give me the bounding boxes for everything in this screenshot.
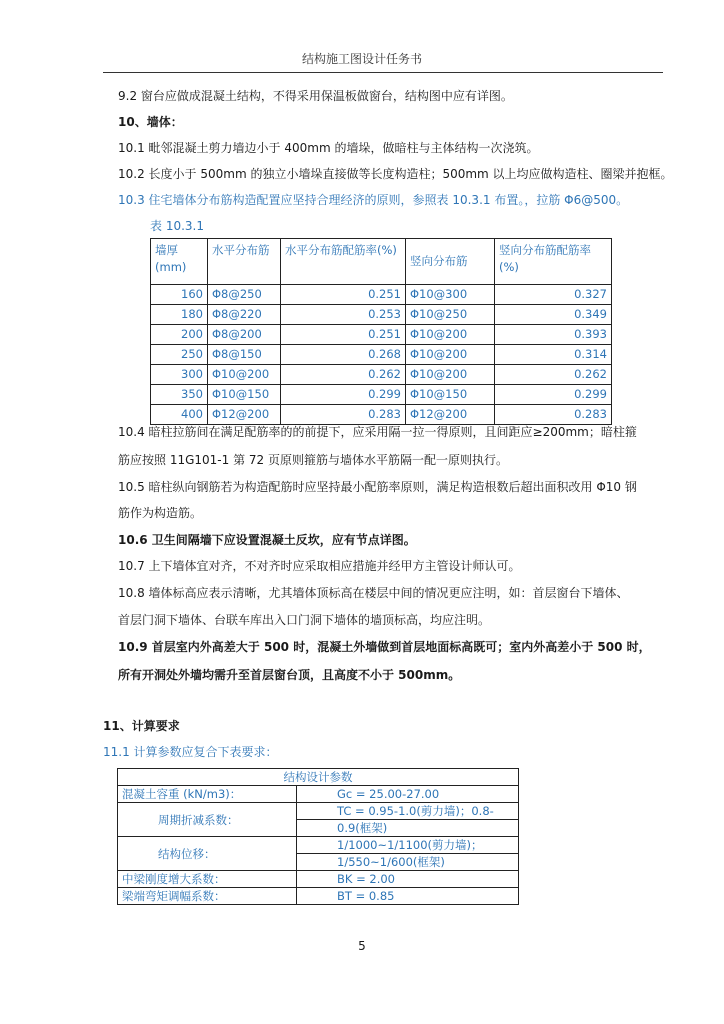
cell-vertical-bar: Φ10@200 xyxy=(406,345,495,365)
cell-vertical-bar: Φ10@300 xyxy=(406,285,495,305)
cell-horizontal-bar: Φ10@150 xyxy=(208,385,281,405)
cell-vertical-bar: Φ12@200 xyxy=(406,405,495,425)
col-header-horizontal-ratio: 水平分布筋配筋率(%) xyxy=(281,239,406,285)
cell-horizontal-ratio: 0.253 xyxy=(281,305,406,325)
cell-horizontal-ratio: 0.251 xyxy=(281,285,406,305)
cell-vertical-ratio: 0.349 xyxy=(495,305,612,325)
table-row xyxy=(151,385,612,405)
cell-thickness: 250 xyxy=(151,345,208,365)
cell-vertical-ratio: 0.314 xyxy=(495,345,612,365)
cell-thickness: 400 xyxy=(151,405,208,425)
clause-10-9-line2: 所有开洞处外墙均需升至首层窗台顶，且高度不小于 500mm。 xyxy=(118,668,461,682)
cell-vertical-bar: Φ10@200 xyxy=(406,325,495,345)
cell-vertical-ratio: 0.262 xyxy=(495,365,612,385)
clause-10-5-line1: 10.5 暗柱纵向钢筋若为构造配筋时应坚持最小配筋率原则，满足构造根数后超出面积改用 Φ10 钢 xyxy=(118,480,637,494)
param-label: 结构位移： xyxy=(118,837,297,871)
cell-horizontal-ratio: 0.268 xyxy=(281,345,406,365)
table-row xyxy=(118,786,519,803)
clause-10-6: 10.6 卫生间隔墙下应设置混凝土反坎，应有节点详图。 xyxy=(118,533,416,547)
clause-10-8-line2: 首层门洞下墙体、台联车库出入口门洞下墙体的墙顶标高，均应注明。 xyxy=(118,613,491,627)
cell-horizontal-bar: Φ8@200 xyxy=(208,325,281,345)
col-header-vertical-bar: 竖向分布筋 xyxy=(406,239,495,285)
table-row xyxy=(118,871,519,888)
param-label: 梁端弯矩调幅系数： xyxy=(118,888,297,905)
table-10-3-1-caption: 表 10.3.1 xyxy=(150,219,204,233)
params-table-title: 结构设计参数 xyxy=(118,769,519,786)
param-value: Gc = 25.00-27.00 xyxy=(297,786,519,803)
cell-vertical-bar: Φ10@250 xyxy=(406,305,495,325)
table-row xyxy=(151,305,612,325)
clause-10-3: 10.3 住宅墙体分布筋构造配置应坚持合理经济的原则，参照表 10.3.1 布置。，拉筋 Φ6@500。 xyxy=(118,193,629,207)
wall-reinforcement-table xyxy=(150,238,612,425)
cell-vertical-ratio: 0.299 xyxy=(495,385,612,405)
table-row xyxy=(151,285,612,305)
clause-10-4-line1: 10.4 暗柱拉筋间在满足配筋率的的前提下，应采用隔一拉一得原则，且间距应≥200mm；暗柱箍 xyxy=(118,425,637,439)
cell-vertical-ratio: 0.327 xyxy=(495,285,612,305)
cell-horizontal-ratio: 0.262 xyxy=(281,365,406,385)
param-value: BT = 0.85 xyxy=(297,888,519,905)
table-row xyxy=(151,325,612,345)
param-value-cont: 1/550~1/600(框架) xyxy=(297,854,519,871)
table-row xyxy=(118,837,519,854)
table-row xyxy=(118,888,519,905)
clause-10-9-line1: 10.9 首层室内外高差大于 500 时，混凝土外墙做到首层地面标高既可；室内外高差小于 500 时， xyxy=(118,640,651,654)
cell-horizontal-ratio: 0.251 xyxy=(281,325,406,345)
clause-10-7: 10.7 上下墙体宜对齐，不对齐时应采取相应措施并经甲方主管设计师认可。 xyxy=(118,559,521,573)
cell-vertical-bar: Φ10@200 xyxy=(406,365,495,385)
header-divider xyxy=(103,72,663,73)
cell-thickness: 200 xyxy=(151,325,208,345)
cell-vertical-ratio: 0.393 xyxy=(495,325,612,345)
cell-horizontal-bar: Φ8@220 xyxy=(208,305,281,325)
clause-9-2: 9.2 窗台应做成混凝土结构，不得采用保温板做窗台，结构图中应有详图。 xyxy=(118,89,513,103)
param-value: BK = 2.00 xyxy=(297,871,519,888)
clause-10-4-line2: 筋应按照 11G101-1 第 72 页原则箍筋与墙体水平筋隔一配一原则执行。 xyxy=(118,453,508,467)
clause-10-1: 10.1 毗邻混凝土剪力墙边小于 400mm 的墙垛，做暗柱与主体结构一次浇筑。 xyxy=(118,141,539,155)
param-label: 中梁刚度增大系数： xyxy=(118,871,297,888)
cell-thickness: 180 xyxy=(151,305,208,325)
cell-thickness: 350 xyxy=(151,385,208,405)
cell-horizontal-bar: Φ12@200 xyxy=(208,405,281,425)
cell-horizontal-ratio: 0.299 xyxy=(281,385,406,405)
col-header-thickness: 墙厚(mm) xyxy=(151,239,208,285)
cell-vertical-bar: Φ10@150 xyxy=(406,385,495,405)
cell-horizontal-ratio: 0.283 xyxy=(281,405,406,425)
param-value: TC = 0.95-1.0(剪力墙)；0.8- xyxy=(297,803,519,820)
table-row xyxy=(151,365,612,385)
cell-horizontal-bar: Φ8@250 xyxy=(208,285,281,305)
col-header-vertical-ratio: 竖向分布筋配筋率(%) xyxy=(495,239,612,285)
cell-horizontal-bar: Φ8@150 xyxy=(208,345,281,365)
param-label: 周期折减系数： xyxy=(118,803,297,837)
page-header-title: 结构施工图设计任务书 xyxy=(301,52,422,66)
col-header-horizontal-bar: 水平分布筋 xyxy=(208,239,281,285)
section-10-heading: 10、墙体： xyxy=(118,115,183,129)
cell-vertical-ratio: 0.283 xyxy=(495,405,612,425)
cell-thickness: 160 xyxy=(151,285,208,305)
structural-parameters-table xyxy=(117,768,519,905)
param-value: 1/1000~1/1100(剪力墙)； xyxy=(297,837,519,854)
table-row xyxy=(151,345,612,365)
param-value-cont: 0.9(框架) xyxy=(297,820,519,837)
clause-11-1: 11.1 计算参数应复合下表要求： xyxy=(103,745,278,759)
page-number: 5 xyxy=(358,939,366,953)
param-label: 混凝土容重 (kN/m3)： xyxy=(118,786,297,803)
clause-10-2: 10.2 长度小于 500mm 的独立小墙垛直接做等长度构造柱；500mm 以上均应做构造柱、圈梁并抱框。 xyxy=(118,167,673,181)
table-row xyxy=(151,405,612,425)
table-row xyxy=(118,803,519,820)
section-11-heading: 11、计算要求 xyxy=(103,719,180,733)
cell-horizontal-bar: Φ10@200 xyxy=(208,365,281,385)
clause-10-8-line1: 10.8 墙体标高应表示清晰，尤其墙体顶标高在楼层中间的情况更应注明，如：首层窗台下墙体、 xyxy=(118,586,629,600)
cell-thickness: 300 xyxy=(151,365,208,385)
clause-10-5-line2: 筋作为构造筋。 xyxy=(118,506,203,520)
